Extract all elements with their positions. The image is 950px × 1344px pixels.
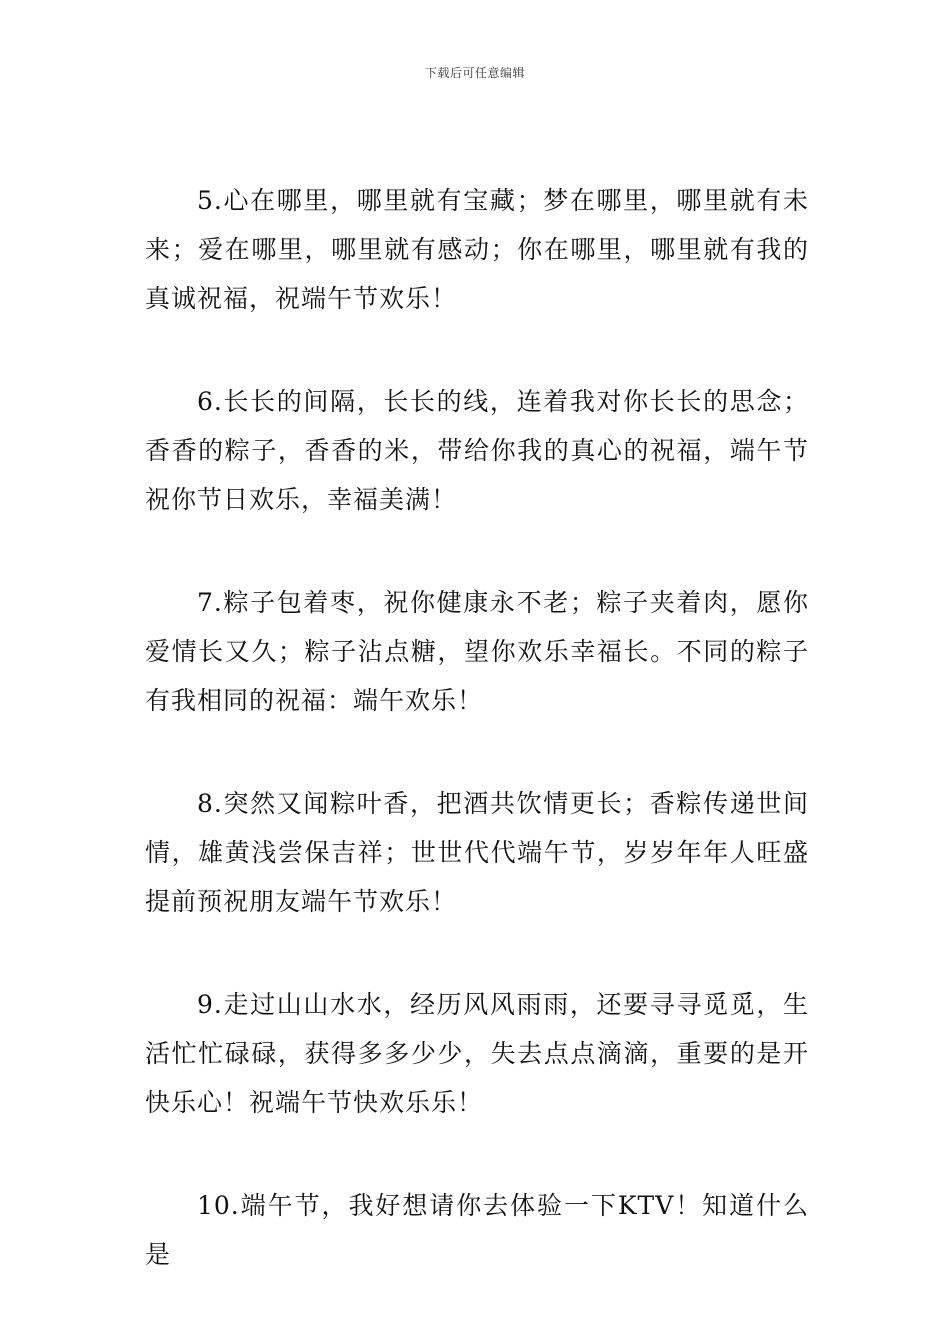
- paragraph-5: 5.心在哪里，哪里就有宝藏；梦在哪里，哪里就有未来；爱在哪里，哪里就有感动；你在哪里，哪里就有我的真诚祝福，祝端午节欢乐！: [145, 186, 809, 313]
- paragraph-9: 9.走过山山水水，经历风风雨雨，还要寻寻觅觅，生活忙忙碌碌，获得多多少少，失去点点滴滴，重要的是开快乐心！祝端午节快欢乐乐！: [145, 990, 809, 1117]
- paragraph-7: 7.粽子包着枣，祝你健康永不老；粽子夹着肉，愿你爱情长又久；粽子沾点糖，望你欢乐幸福长。不同的粽子有我相同的祝福：端午欢乐！: [145, 588, 809, 715]
- page-header: 下载后可任意编辑: [424, 66, 525, 80]
- paragraph-6: 6.长长的间隔，长长的线，连着我对你长长的思念；香香的粽子，香香的米，带给你我的真心的祝福，端午节祝你节日欢乐，幸福美满！: [145, 387, 809, 514]
- paragraph-8: 8.突然又闻粽叶香，把酒共饮情更长；香粽传递世间情，雄黄浅尝保吉祥；世世代代端午节，岁岁年年人旺盛提前预祝朋友端午节欢乐！: [145, 789, 809, 916]
- document-body: [145, 176, 809, 1333]
- paragraph-10: 10.端午节，我好想请你去体验一下KTV！知道什么是: [145, 1191, 809, 1269]
